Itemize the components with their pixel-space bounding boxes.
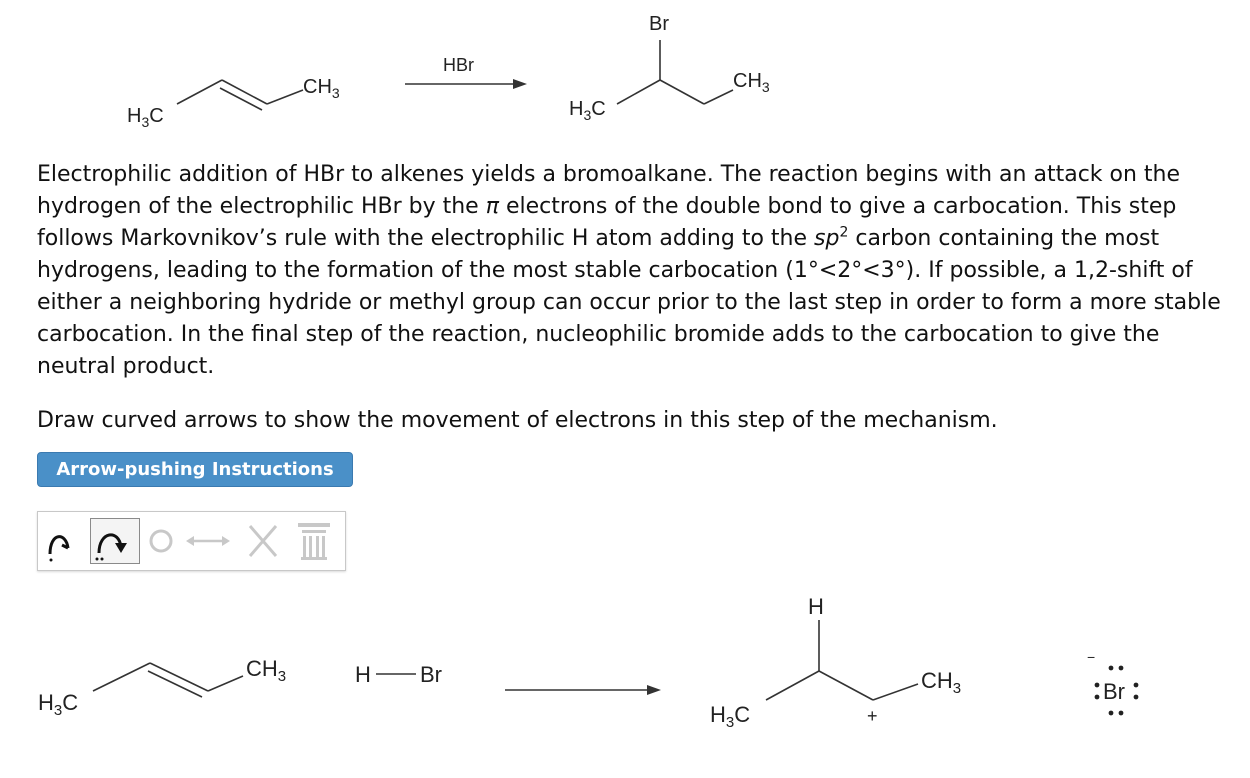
top-reactant-h3c: $H_3C$ [127,105,164,130]
carbocation-ch3: $CH_3$ [921,668,962,697]
top-reactant-ch3: $CH_3$ [303,76,340,101]
mechanism-reactant-propene [38,656,286,719]
top-product-h3c: $H_3C$ [569,98,606,123]
hbr-hydrogen-atom[interactable]: H [355,662,371,687]
delete-icon[interactable] [242,518,284,564]
mechanism-reactant-h3c: $H_3C$ [38,690,79,719]
electron-pair-arrow-icon[interactable] [90,518,140,564]
bromide-anion[interactable] [1087,649,1138,715]
hbr-molecule[interactable] [355,662,442,687]
hbr-bromine-atom[interactable]: Br [420,662,442,687]
description-paragraph: Electrophilic addition of HBr to alkenes yields a bromoalkane. The reaction begins with an attack on the hydrogen of the electrophilic HBr by the π electrons of the double bond to give a carbocation. This step follows Markovnikov’s rule with the electrophilic H atom adding to the $sp^2$ carbon containing the most hydrogens, leading to the formation of the most stable carbocation (1°<2°<3°). If possible, a 1,2-shift of either a neighboring hydride or methyl group can occur prior to the last step in order to form a more stable carbocation. In the final step of the reaction, nucleophilic bromide adds to the carbocation to give the neutral product. [37,162,1221,379]
top-reactant-propene [127,76,340,130]
sp-text: sp [814,226,840,251]
bromide-atom[interactable]: Br [1103,679,1125,704]
mechanism-reactant-ch3: $CH_3$ [246,656,287,685]
reagent-hbr: HBr [443,55,474,75]
ring-tool-icon[interactable] [144,518,180,564]
trash-icon[interactable] [292,518,336,564]
carbocation-h3c: $H_3C$ [710,702,751,731]
resonance-arrow-icon[interactable] [182,518,236,564]
single-electron-arrow-icon[interactable] [42,518,86,564]
carbocation-positive-charge: + [867,706,878,726]
carbocation-product [710,594,961,731]
top-product-2-bromobutane [569,13,770,123]
drawing-toolbar [37,511,346,571]
pi-symbol: π [485,194,499,219]
top-reaction-arrow [405,55,527,89]
arrow-pushing-instructions-button[interactable]: Arrow-pushing Instructions [37,452,353,487]
instruction-text: Draw curved arrows to show the movement of electrons in this step of the mechanism. [37,408,998,433]
mechanism-reaction-arrow [505,685,661,695]
top-product-ch3: $CH_3$ [733,70,770,95]
bromide-negative-charge: − [1087,649,1096,665]
carbocation-hydrogen-atom[interactable]: H [808,594,824,619]
top-product-br: Br [649,13,669,35]
sp-superscript: 2 [839,224,849,241]
